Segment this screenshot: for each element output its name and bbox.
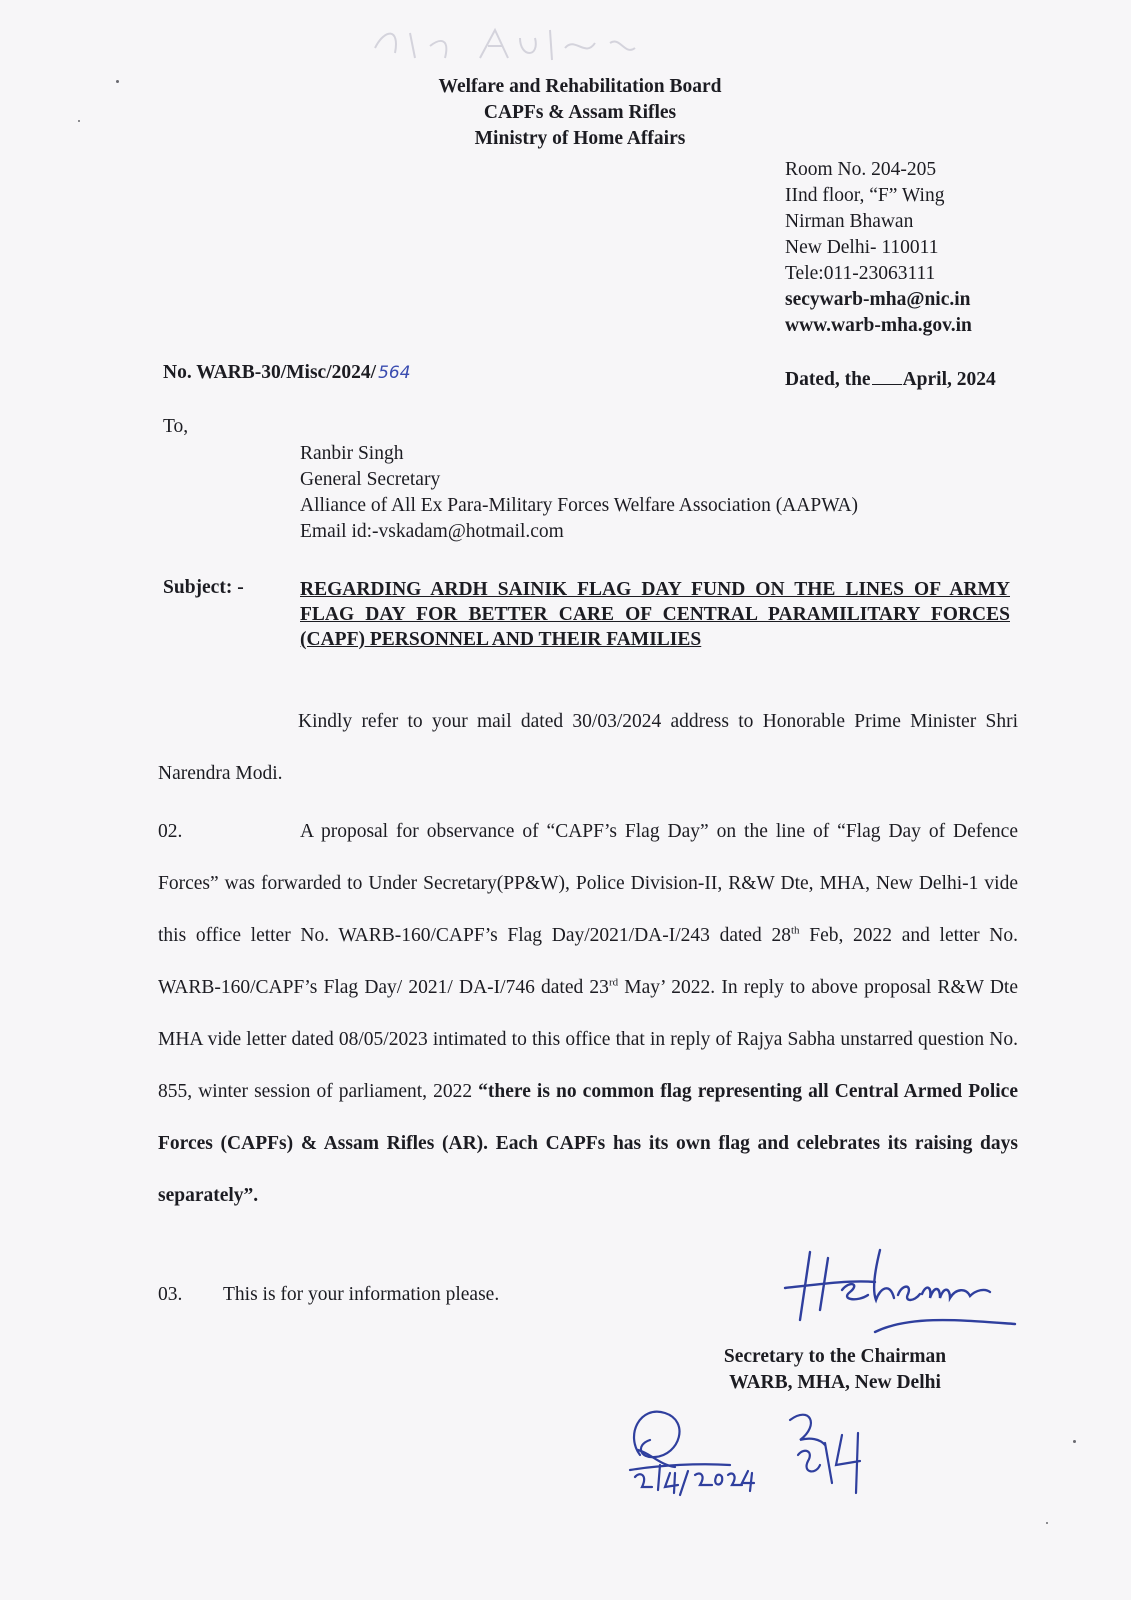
date-month-year: April, 2024 xyxy=(902,369,996,390)
handwritten-initials xyxy=(620,1395,900,1505)
recipient-name: Ranbir Singh xyxy=(300,443,404,464)
address-building: Nirman Bhawan xyxy=(785,211,914,232)
signatory-designation: Secretary to the Chairman xyxy=(723,1346,947,1367)
recipient-email: Email id:-vskadam@hotmail.com xyxy=(300,521,564,542)
office-address xyxy=(785,157,1085,339)
paragraph-2 xyxy=(158,806,1018,1222)
subject-label: Subject: - xyxy=(163,577,244,598)
superscript-th: th xyxy=(790,924,800,937)
address-city: New Delhi- 110011 xyxy=(785,237,939,258)
recipient-organisation: Alliance of All Ex Para-Military Forces Welfare Association (AAPWA) xyxy=(300,495,859,516)
letter-date xyxy=(785,369,996,391)
letterhead-line-3: Ministry of Home Affairs xyxy=(474,128,686,149)
paragraph-3-text: This is for your information please. xyxy=(223,1284,500,1305)
superscript-rd: rd xyxy=(608,976,619,989)
paragraph-2-text-c: May’ 2022. In reply to above proposal R&W Dte MHA vide letter dated 08/05/2023 intimated to this office that in reply of Rajya Sabha unstarred question No. 855, winter session of parliament, 2022 xyxy=(158,977,1018,1102)
address-telephone: Tele:011-23063111 xyxy=(785,263,936,284)
paragraph-2-text-a: A proposal for observance of “CAPF’s Flag Day” on the line of “Flag Day of Defence Forces” was forwarded to Under Secretary(PP&W), Police Division-II, R&W Dte, MHA, New Delhi-1 vide this office letter No. WARB-160/CAPF’s Flag Day/2021/DA-I/243 dated 28 xyxy=(158,821,1018,946)
paragraph-3 xyxy=(158,1284,499,1306)
signatory-office: WARB, MHA, New Delhi xyxy=(729,1372,941,1393)
reference-handwritten-number: 564 xyxy=(378,363,411,383)
address-floor: IInd floor, “F” Wing xyxy=(785,185,945,206)
paragraph-2-text-b: Feb, 2022 and letter No. WARB-160/CAPF’s Flag Day/ 2021/ DA-I/746 dated 23 xyxy=(158,925,1018,998)
paper-speck xyxy=(1046,1522,1048,1524)
paragraph-3-number: 03. xyxy=(158,1284,183,1305)
recipient-title: General Secretary xyxy=(300,469,441,490)
paragraph-2-quoted-bold: “there is no common flag representing all Central Armed Police Forces (CAPFs) & Assam Rifles (AR). Each CAPFs has its own flag and celebrates its raising days separately”. xyxy=(158,1081,1018,1206)
reference-number xyxy=(163,362,411,384)
recipient-block xyxy=(300,441,1060,545)
subject-text: REGARDING ARDH SAINIK FLAG DAY FUND ON THE LINES OF ARMY FLAG DAY FOR BETTER CARE OF CENTRAL PARAMILITARY FORCES (CAPF) PERSONNEL AND THEIR FAMILIES xyxy=(300,579,1010,650)
paper-speck xyxy=(78,120,80,122)
letterhead-line-2: CAPFs & Assam Rifles xyxy=(483,102,677,123)
paragraph-1: Kindly refer to your mail dated 30/03/2024 address to Honorable Prime Minister Shri Narendra Modi. xyxy=(158,711,1018,784)
salutation: To, xyxy=(163,416,189,437)
address-email: secywarb-mha@nic.in xyxy=(785,289,971,310)
date-blank xyxy=(872,370,902,385)
reference-prefix: No. WARB-30/Misc/2024/ xyxy=(163,362,377,383)
date-prefix: Dated, the xyxy=(785,369,871,390)
faint-handwritten-note xyxy=(370,18,670,68)
letterhead-line-1: Welfare and Rehabilitation Board xyxy=(438,76,722,97)
address-room: Room No. 204-205 xyxy=(785,159,937,180)
handwritten-signature xyxy=(780,1240,1020,1340)
paper-speck xyxy=(1073,1440,1076,1443)
paper-speck xyxy=(116,80,119,83)
letterhead xyxy=(380,74,780,152)
signatory-block xyxy=(690,1344,980,1396)
address-website: www.warb-mha.gov.in xyxy=(785,315,972,336)
paragraph-2-number: 02. xyxy=(158,821,183,842)
